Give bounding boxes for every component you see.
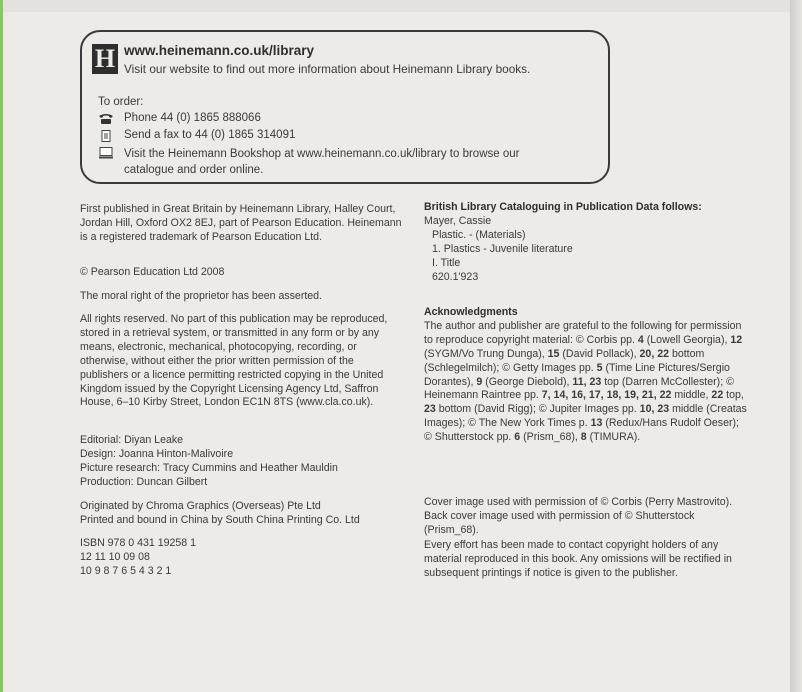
order-web-line1: Visit the Heinemann Bookshop at www.heinemann.co.uk/library to browse our [124, 148, 520, 160]
page-left-edge [0, 0, 3, 692]
fax-document-icon [98, 130, 114, 142]
cip-series: Plastic. - (Materials) [432, 228, 526, 241]
moral-rights-line: The moral right of the proprietor has been asserted. [80, 290, 323, 302]
visit-text: Visit our website to find out more information about Heinemann Library books. [124, 62, 531, 76]
design-credit: Design: Joanna Hinton-Malivoire [80, 447, 234, 460]
acknowledgments-title: Acknowledgments [424, 306, 518, 318]
editorial-credit: Editorial: Diyan Leake [80, 434, 184, 446]
cip-title: I. Title [432, 256, 461, 269]
acknowledgments-text [424, 320, 747, 443]
ack-page-ref: 15 [547, 347, 560, 360]
ack-text-run: bottom (David Rigg); © Jupiter Images pp. [435, 403, 640, 416]
heinemann-logo: H [92, 44, 118, 74]
isbn: ISBN 978 0 431 19258 1 [80, 537, 197, 549]
order-fax: Send a fax to 44 (0) 1865 314091 [124, 129, 296, 141]
isbn-block [80, 537, 405, 579]
cip-author: Mayer, Cassie [424, 214, 492, 227]
ack-page-ref: 8 [580, 431, 587, 444]
phone-icon [98, 113, 114, 125]
cover-credits: Cover image used with permission of © Corbis (Perry Mastrovito). Back cover image used with permission of © Shutterstock (Prism_68). [424, 496, 733, 536]
ack-text-run: (Prism_68), [520, 431, 581, 444]
library-url[interactable]: www.heinemann.co.uk/library [124, 43, 315, 58]
ack-page-ref: 6 [514, 431, 521, 444]
ack-page-ref: 22 [711, 389, 724, 402]
ack-page-ref: 4 [637, 333, 644, 346]
ack-text-run: (Redux/Hans Rudolf Oeser); © Shutterstock pp. [424, 417, 739, 444]
print-years: 12 11 10 09 08 [80, 550, 150, 563]
ack-page-ref: 20, 22 [639, 347, 669, 360]
ack-text-run: (TIMURA). [586, 431, 641, 444]
acknowledgments-block [424, 306, 749, 445]
publication-info: First published in Great Britain by Heinemann Library, Halley Court, Jordan Hill, Oxford OX2 8EJ, part of Pearson Education. Heinemann is a registered trademark of Pearson Education Ltd. [80, 203, 402, 243]
production-credit: Production: Duncan Gilbert [80, 475, 208, 488]
order-fax-line [98, 129, 295, 142]
order-web-line [98, 146, 519, 178]
ack-text-run: (Lowell Georgia), [643, 333, 731, 346]
originated-line: Originated by Chroma Graphics (Overseas) Pte Ltd [80, 500, 321, 512]
ack-text-run: top (Darren McCollester); © Heinemann Raintree pp. [424, 375, 734, 402]
ack-text-run: The author and publisher are grateful to the following for permission to reproduce copyright material: © Corbis pp. [424, 319, 742, 346]
ack-page-ref: 9 [476, 375, 483, 388]
order-title: To order: [98, 96, 144, 108]
ack-page-ref: 11, 23 [572, 375, 602, 388]
print-run-numbers: 10 9 8 7 6 5 4 3 2 1 [80, 564, 172, 577]
order-web-line2: catalogue and order online. [124, 164, 264, 176]
ack-page-ref: 5 [596, 361, 603, 374]
credits-block [80, 434, 405, 490]
ack-page-ref: 13 [590, 417, 603, 430]
cip-subject: 1. Plastics - Juvenile literature [432, 242, 573, 255]
rights-reserved-text: All rights reserved. No part of this publication may be reproduced, stored in a retrieval system, or transmitted in any form or by any means, electronic, mechanical, photocopying, recording, or otherwise, without either the prior written permission of the publishers or a licence permitting restricted copying in the United Kingdom issued by the Copyright Licensing Agency Ltd, Saffron House, 6–10 Kirby Street, London EC1N 8TS (www.cla.co.uk). [80, 313, 388, 409]
copyright-line: © Pearson Education Ltd 2008 [80, 266, 225, 278]
ack-text-run: bottom (Schlegelmilch); © Getty Images pp. [424, 347, 705, 374]
printed-line: Printed and bound in China by South China Printing Co. Ltd [80, 513, 360, 526]
order-phone: Phone 44 (0) 1865 888066 [124, 112, 261, 124]
cataloguing-block [424, 201, 749, 284]
ack-page-ref: 23 [424, 403, 436, 416]
computer-icon [98, 147, 114, 159]
ack-text-run: (SYGM/Vo Trung Dunga), [424, 347, 548, 360]
ack-text-run: middle (Creatas Images); © The New York Times p. [424, 403, 747, 430]
order-phone-line [98, 112, 261, 125]
printing-block [80, 500, 405, 528]
picture-research-credit: Picture research: Tracy Cummins and Heather Mauldin [80, 461, 338, 474]
cataloguing-title: British Library Cataloguing in Publication Data follows: [424, 201, 702, 213]
ack-text-run: top, [723, 389, 744, 402]
ack-text-run: (Time Line Pictures/Sergio Dorantes), [424, 361, 730, 388]
page-gutter-edge [790, 0, 802, 692]
cip-class: 620.1'923 [432, 270, 479, 283]
ack-page-ref: 10, 23 [639, 403, 670, 416]
ack-page-ref: 12 [730, 333, 743, 346]
copyright-holders-notice: Every effort has been made to contact copyright holders of any material reproduced in this book. Any omissions will be rectified in subsequent printings if notice is given to the publisher. [424, 539, 732, 579]
ack-text-run: (David Pollack), [559, 347, 640, 360]
page-top-shadow [0, 0, 790, 12]
ack-page-ref: 7, 14, 16, 17, 18, 19, 21, 22 [541, 389, 672, 402]
ack-text-run: (George Diebold), [482, 375, 573, 388]
ack-text-run: middle, [671, 389, 712, 402]
